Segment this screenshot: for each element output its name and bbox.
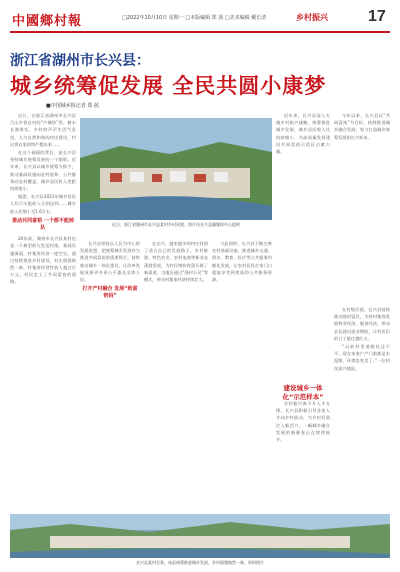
headline-main: 城乡统筹促发展 全民共圆小康梦 xyxy=(10,73,327,98)
article-column-4 xyxy=(334,112,390,302)
paragraph: 乡村振兴离不开人才支撑。长兴县积极引导各类人才向乡村流动，为乡村发展注入新活力，一幅城乡融合发展的新画卷正在徐徐展开。 xyxy=(276,401,330,443)
article-column-2b xyxy=(144,240,208,512)
paragraph: 在长兴，越来越多的村庄找到了适合自己的发展路子。乡村旅游、特色农业、农村电商等新业态蓬勃发展，为村民增收致富开辟了新渠道。当地还通过“强村公司”等模式，带动村集体经济持续壮大。 xyxy=(144,241,208,283)
paragraph: 20年前，湖州市长兴县某村也是一个典型的欠发达村落，基础设施薄弱，村集体经济一度空壳。通过持续推进乡村建设，村庄面貌焕然一新，村集体经营性收入超过百万元，村民走上了共同富裕的道路。 xyxy=(10,236,76,285)
byline: ■中国城乡报记者 郑 茜 xyxy=(46,103,99,109)
village-panorama-image xyxy=(10,514,390,558)
dateline: □2022年10月10日 星期一 □本版编辑 郑 茜 □美术编辑 戴长清 xyxy=(122,15,267,21)
subheading: 推动共同富裕 一个都不能掉队 xyxy=(12,217,74,232)
article-column-3b xyxy=(276,400,330,512)
paragraph: 近年来，长兴县深入实施乡村振兴战略，统筹推进城乡发展，城乡居民收入比持续缩小，为高质量发展建设共同富裕示范区贡献力量。 xyxy=(276,113,330,155)
paragraph: 近日，在浙江省湖州市长兴县吕山乡胥仓村的“产城协”里，树木长满果实，乡村的声声生活气息里，人与自然和谐的村庄建设，村民将自家的特产摆出来…… xyxy=(10,113,76,147)
article-column-2c xyxy=(212,240,272,512)
section-title: 乡村振兴 xyxy=(296,13,328,22)
subheading: 打开产村融合 发展“致富密码” xyxy=(82,286,138,300)
page-number: 17 xyxy=(368,8,386,25)
article-column-4b xyxy=(334,306,390,512)
article-column-2a xyxy=(80,240,140,512)
article-column-3 xyxy=(276,112,330,302)
lead-photo xyxy=(80,118,272,220)
bottom-photo-caption: 长兴县某村全景。该县统筹推进城乡发展，乡村面貌焕然一新。资料图片 xyxy=(136,560,264,565)
paragraph: 据悉，长兴县2021年城乡居民人均可支配收入分别达到……城乡收入比缩小至1.6左右。 xyxy=(10,194,76,214)
newspaper-logo: 中國鄉村報 xyxy=(12,14,83,29)
paragraph: 在这个画面的背后，是长兴县坚持城乡统筹发展的一个缩影。近年来，长兴县以城乡统筹为抓手，推动基础设施向农村延伸、公共服务向农村覆盖，城乡居民收入差距持续缩小。 xyxy=(10,150,76,192)
paragraph: 与此同时，长兴县不断完善农村基础设施，推进城乡交通、供水、教育、医疗等公共服务均衡化发展，让农村居民在家门口就能享受到优质的公共服务资源。 xyxy=(212,241,272,283)
header-rule xyxy=(10,31,390,33)
paragraph: “以前村里道路坑洼不平，现在家家户户门前都是水泥路，环境也变美了。”一位村民高兴地说。 xyxy=(334,344,390,371)
masthead xyxy=(0,0,400,48)
photo-caption: 近日，浙江省湖州市长兴县某村乡村风貌。图片由长兴县融媒体中心提供 xyxy=(112,222,240,227)
paragraph: 长兴县坚持以人民为中心的发展思想，把统筹城乡发展作为推进共同富裕的重要抓手，持续推动城乡一体化建设，让改革发展成果更多更公平惠及全体人民。 xyxy=(80,241,140,283)
subheading-model: 建设城乡一体化“示范样本” xyxy=(282,384,324,401)
article-column-1 xyxy=(10,112,76,510)
bottom-photo xyxy=(10,514,390,558)
paragraph: 今年以来，长兴县以“共同富裕”为目标，持续推进城乡融合发展，努力打造城乡统筹发展的长兴样本。 xyxy=(334,113,390,140)
village-aerial-image xyxy=(80,118,272,220)
headline-top: 浙江省湖州市长兴县： xyxy=(10,53,150,69)
paragraph: 在村级层面，长兴县持续推动强村富民，支持村集体发展物业经济、服务经济，带动农民就近就业增收，让村民们的日子越过越红火。 xyxy=(334,307,390,341)
